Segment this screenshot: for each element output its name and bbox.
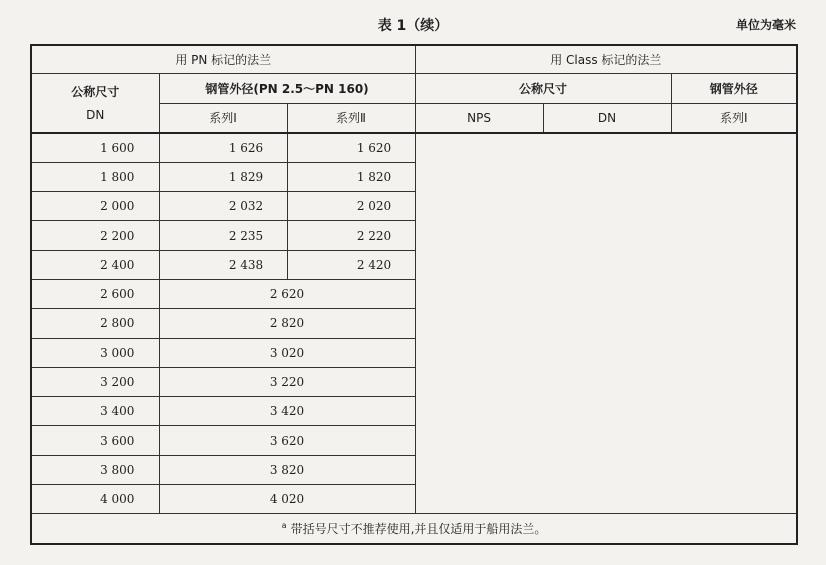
dn-cell	[31, 455, 159, 484]
dn-cell	[31, 367, 159, 396]
nominal-size-header	[31, 73, 159, 133]
series-1-header: 系列Ⅰ	[159, 103, 287, 133]
dn-cell	[31, 250, 159, 279]
dn-value: 3 200	[100, 375, 135, 390]
series-2-value: 2 220	[356, 228, 392, 243]
series-1-value: 1 626	[228, 140, 264, 155]
dn-cell	[31, 426, 159, 455]
class-pipe-od-header: 钢管外径	[671, 73, 797, 103]
dn-value: 2 200	[100, 228, 135, 243]
dn-cell	[31, 309, 159, 338]
series-2-cell	[287, 162, 415, 191]
dn-cell	[31, 133, 159, 162]
flange-dimension-table	[30, 44, 798, 545]
series-2-cell	[287, 221, 415, 250]
series-1-value: 1 829	[228, 169, 264, 184]
dn-value: 3 000	[100, 345, 135, 360]
footnote-marker: a	[281, 521, 287, 531]
pipe-od-cell	[159, 338, 415, 367]
dn-value: 2 800	[100, 316, 135, 331]
series-2-cell	[287, 250, 415, 279]
nominal-size-label: 公称尺寸	[71, 85, 120, 100]
table-title: 表 1（续）	[377, 18, 449, 34]
class-series-1-header: 系列Ⅰ	[671, 103, 797, 133]
series-1-cell	[159, 192, 287, 221]
series-1-cell	[159, 162, 287, 191]
header-row-2	[31, 73, 797, 103]
dn-cell	[31, 162, 159, 191]
class-empty-area	[415, 133, 797, 514]
dn-cell	[31, 485, 159, 514]
dn-cell	[31, 279, 159, 308]
pipe-od-cell	[159, 455, 415, 484]
dn-label: DN	[86, 108, 105, 123]
footnote-row	[31, 514, 797, 544]
series-2-cell	[287, 192, 415, 221]
pipe-od-cell	[159, 309, 415, 338]
pipe-od-cell	[159, 367, 415, 396]
pipe-od-value: 3 020	[269, 345, 305, 360]
series-1-cell	[159, 250, 287, 279]
series-2-value: 1 620	[356, 140, 392, 155]
nps-header: NPS	[415, 103, 543, 133]
pipe-od-pn-header: 钢管外径(PN 2.5～PN 160)	[159, 73, 415, 103]
series-1-value: 2 438	[228, 257, 264, 272]
pipe-od-value: 3 220	[269, 375, 305, 390]
footnote-cell	[31, 514, 797, 544]
pipe-od-cell	[159, 397, 415, 426]
series-1-value: 2 032	[228, 199, 264, 214]
header-row-1	[31, 45, 797, 73]
table-row	[31, 133, 797, 162]
series-2-cell	[287, 133, 415, 162]
series-1-cell	[159, 133, 287, 162]
pipe-od-cell	[159, 485, 415, 514]
pipe-od-value: 3 620	[269, 433, 305, 448]
dn-cell	[31, 221, 159, 250]
class-dn-header: DN	[543, 103, 671, 133]
dn-cell	[31, 192, 159, 221]
pipe-od-value: 2 620	[269, 287, 305, 302]
dn-value: 2 600	[100, 287, 135, 302]
dn-value: 3 400	[100, 404, 135, 419]
pipe-od-value: 4 020	[269, 492, 305, 507]
dn-value: 1 600	[100, 140, 135, 155]
pipe-od-value: 3 420	[269, 404, 305, 419]
footnote-text: 带括号尺寸不推荐使用,并且仅适用于船用法兰。	[290, 522, 547, 537]
pipe-od-value: 2 820	[269, 316, 305, 331]
series-2-value: 1 820	[356, 169, 392, 184]
pipe-od-cell	[159, 426, 415, 455]
dn-cell	[31, 397, 159, 426]
dn-value: 2 000	[100, 199, 135, 214]
pn-group-header: 用 PN 标记的法兰	[31, 45, 415, 73]
series-2-value: 2 420	[356, 257, 392, 272]
dn-value: 2 400	[100, 257, 135, 272]
dn-cell	[31, 338, 159, 367]
series-2-header: 系列Ⅱ	[287, 103, 415, 133]
unit-label: 单位为毫米	[735, 18, 796, 32]
dn-value: 4 000	[100, 492, 135, 507]
pipe-od-value: 3 820	[269, 462, 305, 477]
dn-value: 3 800	[100, 462, 135, 477]
dn-value: 3 600	[100, 433, 135, 448]
class-nominal-size-header: 公称尺寸	[415, 73, 671, 103]
series-2-value: 2 020	[356, 199, 392, 214]
dn-value: 1 800	[100, 169, 135, 184]
class-group-header: 用 Class 标记的法兰	[415, 45, 797, 73]
pipe-od-cell	[159, 279, 415, 308]
series-1-cell	[159, 221, 287, 250]
series-1-value: 2 235	[228, 228, 264, 243]
